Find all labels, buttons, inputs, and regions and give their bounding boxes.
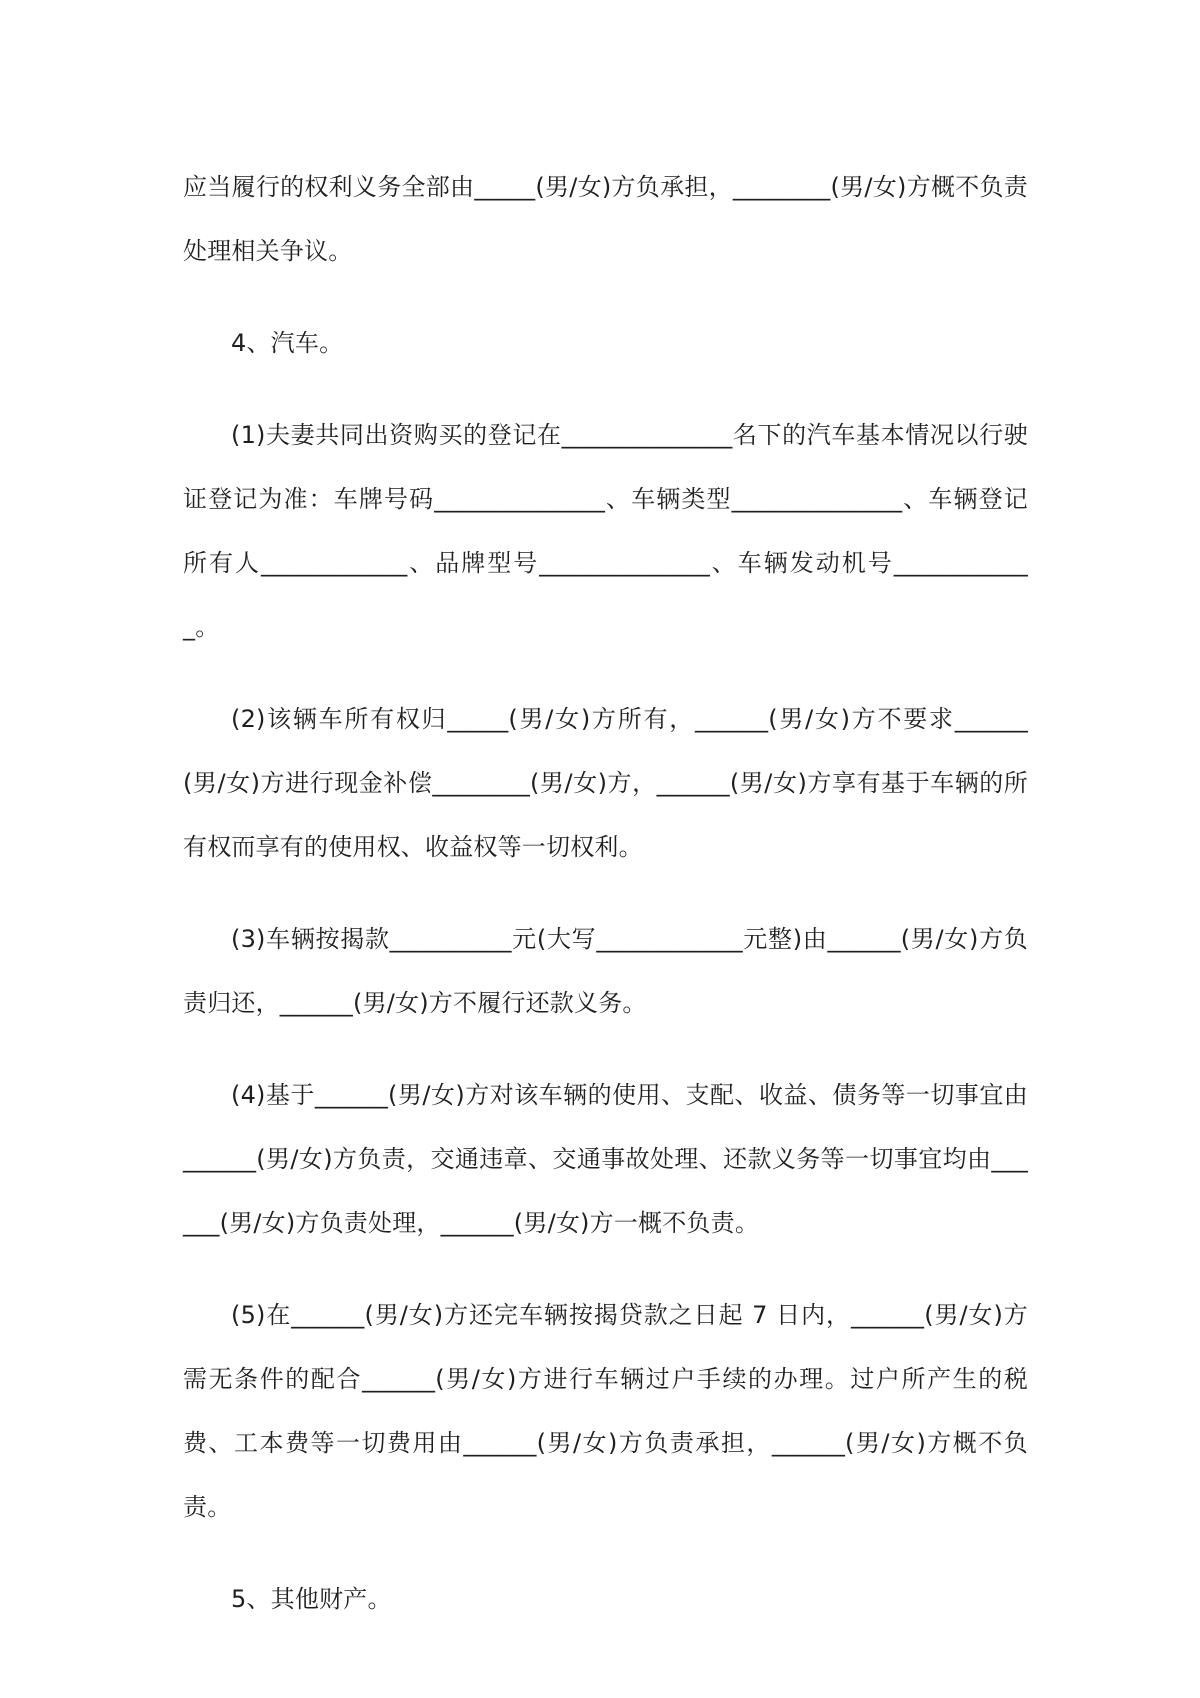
paragraph-car-loan: (3)车辆按揭款__________元(大写____________元整)由______(男/女)方负责归还，______(男/女)方不履行还款义务。: [183, 925, 1028, 1017]
heading-car: 4、汽车。: [231, 329, 344, 357]
paragraph-car-ownership: (2)该辆车所有权归_____(男/女)方所有，______(男/女)方不要求______(男/女)方进行现金补偿________(男/女)方，______(男/女)方享有基于车辆的所有权而享有的使用权、收益权等一切权利。: [183, 705, 1028, 861]
paragraph-car-usage: (4)基于______(男/女)方对该车辆的使用、支配、收益、债务等一切事宜由______(男/女)方负责，交通违章、交通事故处理、还款义务等一切事宜均由______(男/女)方负责处理，______(男/女)方一概不负责。: [183, 1081, 1028, 1237]
paragraph-car-transfer: (5)在______(男/女)方还完车辆按揭贷款之日起 7 日内，______(男/女)方需无条件的配合______(男/女)方进行车辆过户手续的办理。过户所产生的税费、工本费等一切费用由______(男/女)方负责承担，______(男/女)方概不负责。: [183, 1301, 1028, 1521]
heading-other-property: 5、其他财产。: [231, 1585, 392, 1613]
document-page: [183, 155, 1028, 1659]
paragraph-car-registration: (1)夫妻共同出资购买的登记在______________名下的汽车基本情况以行驶证登记为准：车牌号码______________、车辆类型______________、车辆登记所有人____________、品牌型号______________、车辆发动机号____________。: [183, 421, 1028, 641]
paragraph-car-clause-continuation: 应当履行的权利义务全部由_____(男/女)方负承担，________(男/女)方概不负责处理相关争议。: [183, 173, 1028, 265]
